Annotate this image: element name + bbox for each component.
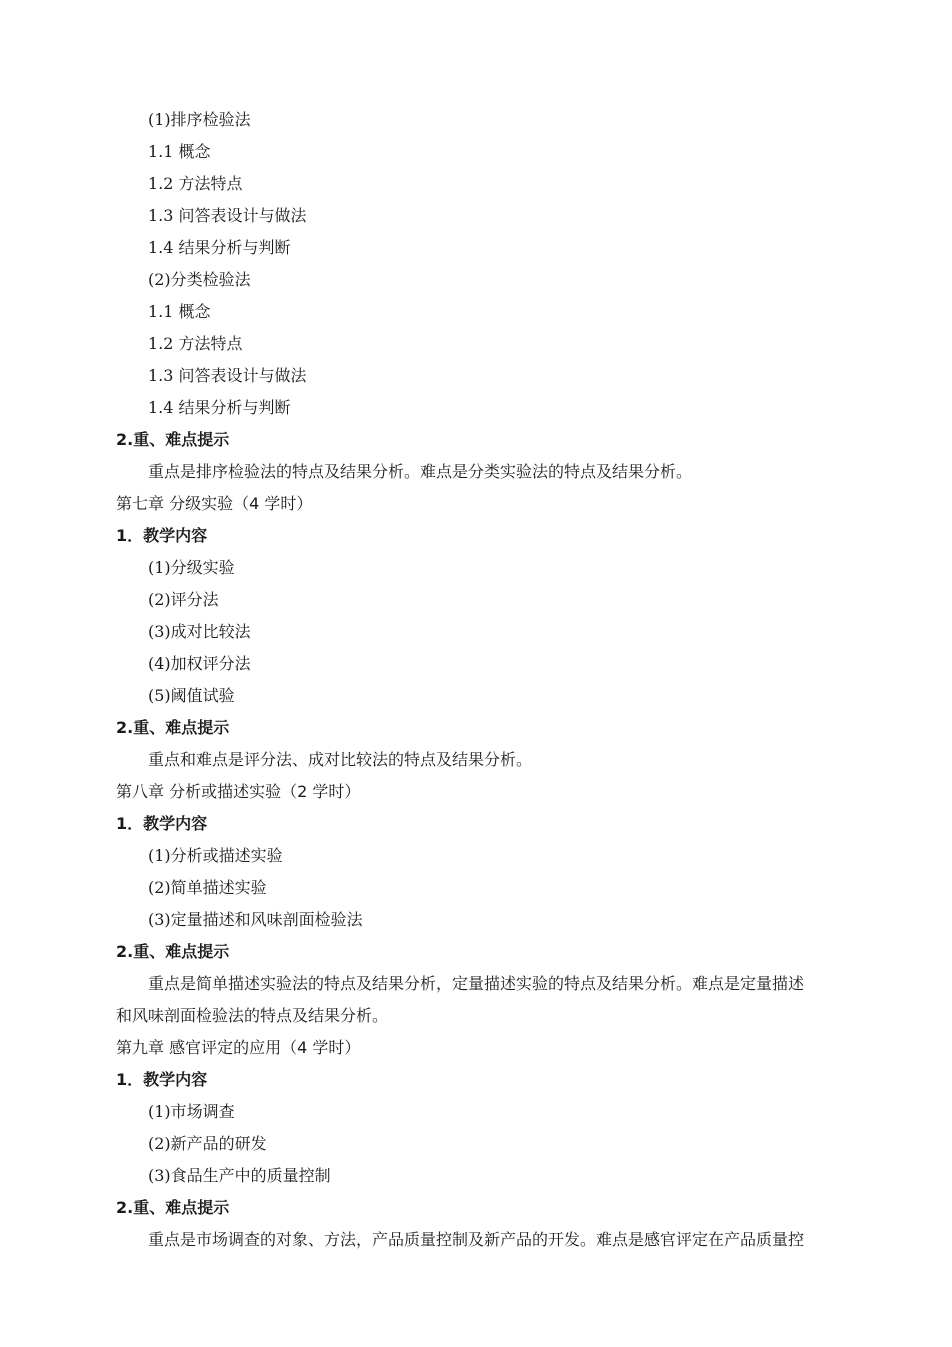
teaching-content-heading: 1．教学内容	[116, 1070, 208, 1089]
list-item: 1.2 方法特点	[148, 174, 243, 193]
list-item: (4)加权评分法	[148, 654, 251, 673]
paragraph: 重点是简单描述实验法的特点及结果分析，定量描述实验的特点及结果分析。难点是定量描述	[148, 974, 805, 993]
paragraph-continuation: 和风味剖面检验法的特点及结果分析。	[116, 1006, 389, 1025]
teaching-content-heading: 1．教学内容	[116, 814, 208, 833]
list-item: (2)评分法	[148, 590, 219, 609]
teaching-content-heading: 1．教学内容	[116, 526, 208, 545]
key-points-heading: 2.重、难点提示	[116, 942, 230, 961]
paragraph: 重点是排序检验法的特点及结果分析。难点是分类实验法的特点及结果分析。	[148, 462, 693, 481]
list-item: 1.1 概念	[148, 302, 211, 321]
subsection-heading: (2)分类检验法	[148, 270, 251, 289]
list-item: (5)阈值试验	[148, 686, 235, 705]
list-item: (3)食品生产中的质量控制	[148, 1166, 331, 1185]
list-item: (2)简单描述实验	[148, 878, 267, 897]
subsection-heading: (1)排序检验法	[148, 110, 251, 129]
list-item: (2)新产品的研发	[148, 1134, 267, 1153]
list-item: (1)市场调查	[148, 1102, 235, 1121]
list-item: 1.3 问答表设计与做法	[148, 206, 307, 225]
list-item: 1.4 结果分析与判断	[148, 238, 291, 257]
list-item: (3)成对比较法	[148, 622, 251, 641]
chapter-title: 第八章 分析或描述实验（2 学时）	[116, 782, 361, 801]
list-item: (1)分析或描述实验	[148, 846, 283, 865]
paragraph: 重点和难点是评分法、成对比较法的特点及结果分析。	[148, 750, 533, 769]
key-points-heading: 2.重、难点提示	[116, 430, 230, 449]
paragraph: 重点是市场调查的对象、方法，产品质量控制及新产品的开发。难点是感官评定在产品质量控	[148, 1230, 805, 1249]
key-points-heading: 2.重、难点提示	[116, 718, 230, 737]
chapter-title: 第九章 感官评定的应用（4 学时）	[116, 1038, 361, 1057]
list-item: 1.2 方法特点	[148, 334, 243, 353]
key-points-heading: 2.重、难点提示	[116, 1198, 230, 1217]
list-item: 1.4 结果分析与判断	[148, 398, 291, 417]
list-item: (1)分级实验	[148, 558, 235, 577]
chapter-title: 第七章 分级实验（4 学时）	[116, 494, 313, 513]
list-item: 1.3 问答表设计与做法	[148, 366, 307, 385]
list-item: (3)定量描述和风味剖面检验法	[148, 910, 363, 929]
list-item: 1.1 概念	[148, 142, 211, 161]
